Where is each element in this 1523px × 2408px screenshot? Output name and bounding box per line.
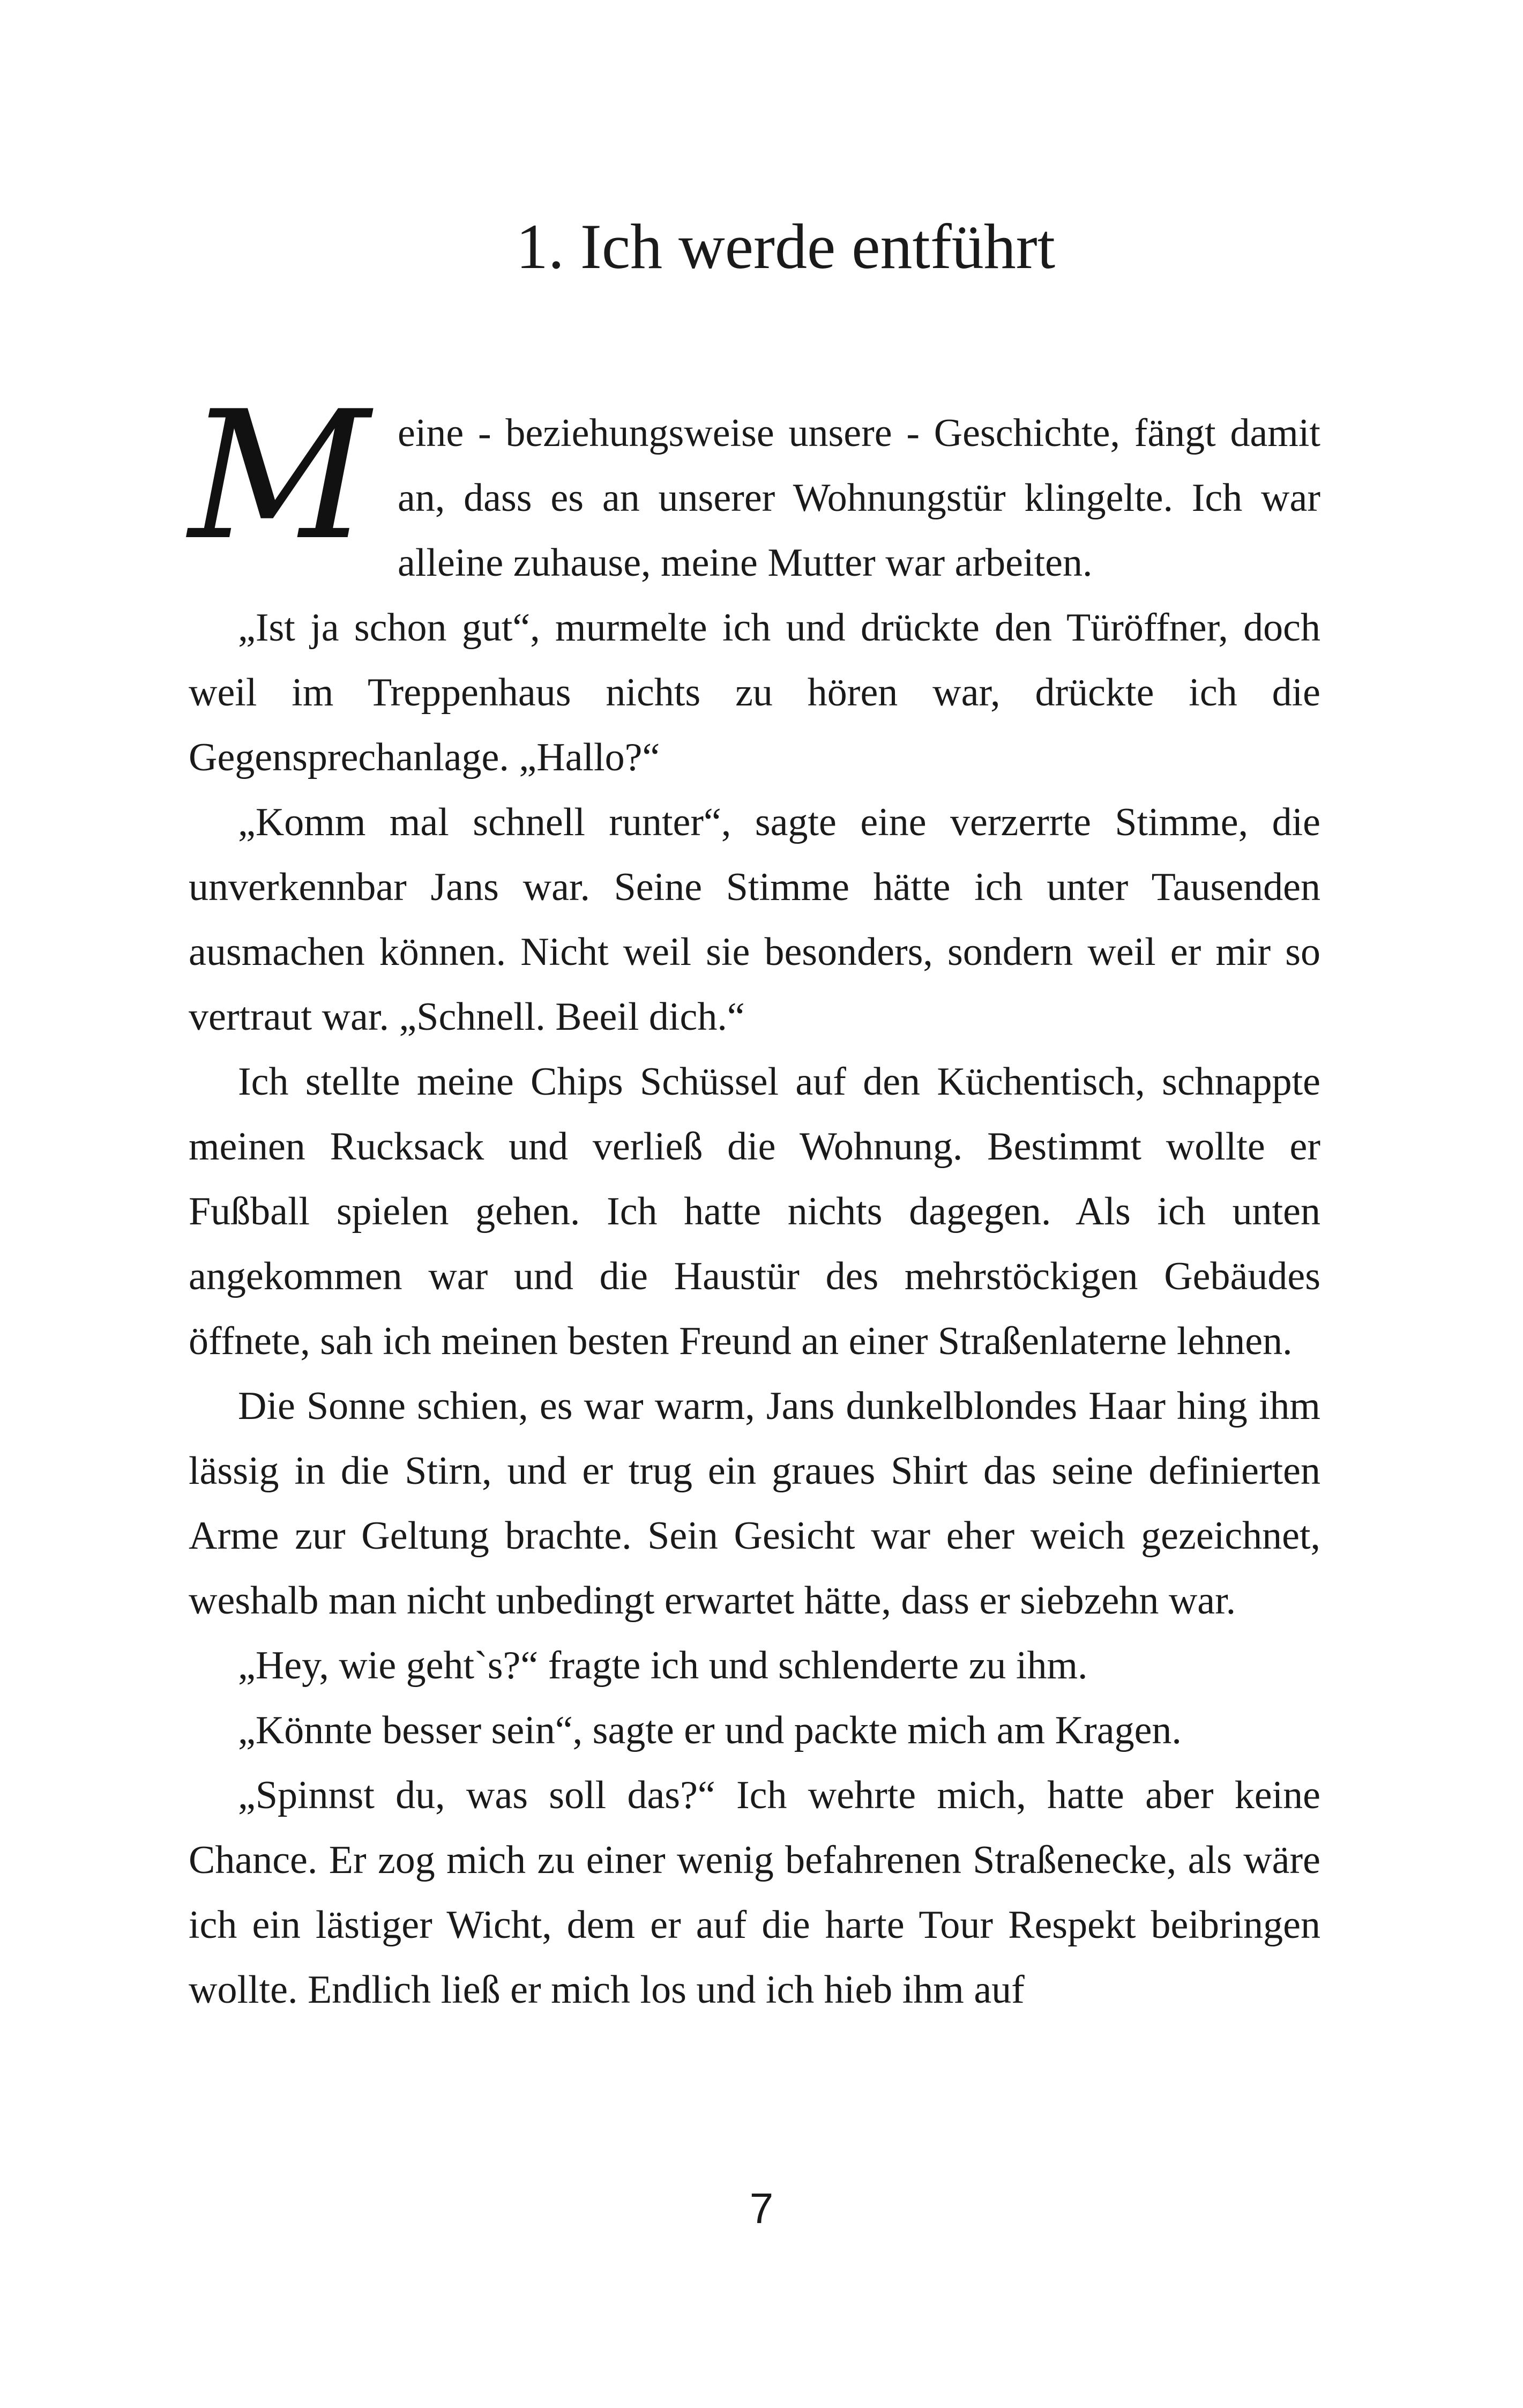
drop-cap-initial: M [189, 373, 370, 579]
paragraph-5: Die Sonne schien, es war warm, Jans dunkelblondes Haar hing ihm lässig in die Stirn, und er trug ein graues Shirt das seine definierten Arme zur Geltung brachte. Sein Gesicht war eher weich gezeichnet, weshalb man nicht unbedingt erwartet hätte, dass er siebzehn war. [189, 1384, 1320, 1623]
paragraph-6: „Hey, wie geht`s?“ fragte ich und schlenderte zu ihm. [238, 1644, 1088, 1688]
chapter-title: 1. Ich werde entführt [516, 211, 1056, 282]
paragraph-1-text: eine - beziehungsweise unsere - Geschichte, fängt damit an, dass es an unserer Wohnungstür klingelte. Ich war alleine zuhause, meine Mutter war arbeiten. [398, 411, 1320, 585]
page-number: 7 [749, 2184, 774, 2232]
paragraph-1 [189, 373, 1320, 596]
paragraph-3: „Komm mal schnell runter“, sagte eine verzerrte Stimme, die unverkennbar Jans war. Seine Stimme hätte ich unter Tausenden ausmachen können. Nicht weil sie besonders, sondern weil er mir so vertraut war. „Schnell. Beeil dich.“ [189, 800, 1320, 1039]
chapter-body [189, 373, 1320, 2023]
paragraph-7: „Könnte besser sein“, sagte er und packte mich am Kragen. [238, 1708, 1182, 1752]
paragraph-8: „Spinnst du, was soll das?“ Ich wehrte mich, hatte aber keine Chance. Er zog mich zu einer wenig befahrenen Straßenecke, als wäre ich ein lästiger Wicht, dem er auf die harte Tour Respekt beibringen wollte. Endlich ließ er mich los und ich hieb ihm auf [189, 1773, 1320, 2012]
paragraph-4: Ich stellte meine Chips Schüssel auf den Küchentisch, schnappte meinen Rucksack und verließ die Wohnung. Bestimmt wollte er Fußball spielen gehen. Ich hatte nichts dagegen. Als ich unten angekommen war und die Haustür des mehrstöckigen Gebäudes öffnete, sah ich meinen besten Freund an einer Straßenlaterne lehnen. [189, 1060, 1320, 1363]
paragraph-2: „Ist ja schon gut“, murmelte ich und drückte den Türöffner, doch weil im Treppenhaus nichts zu hören war, drückte ich die Gegensprechanlage. „Hallo?“ [189, 606, 1320, 779]
